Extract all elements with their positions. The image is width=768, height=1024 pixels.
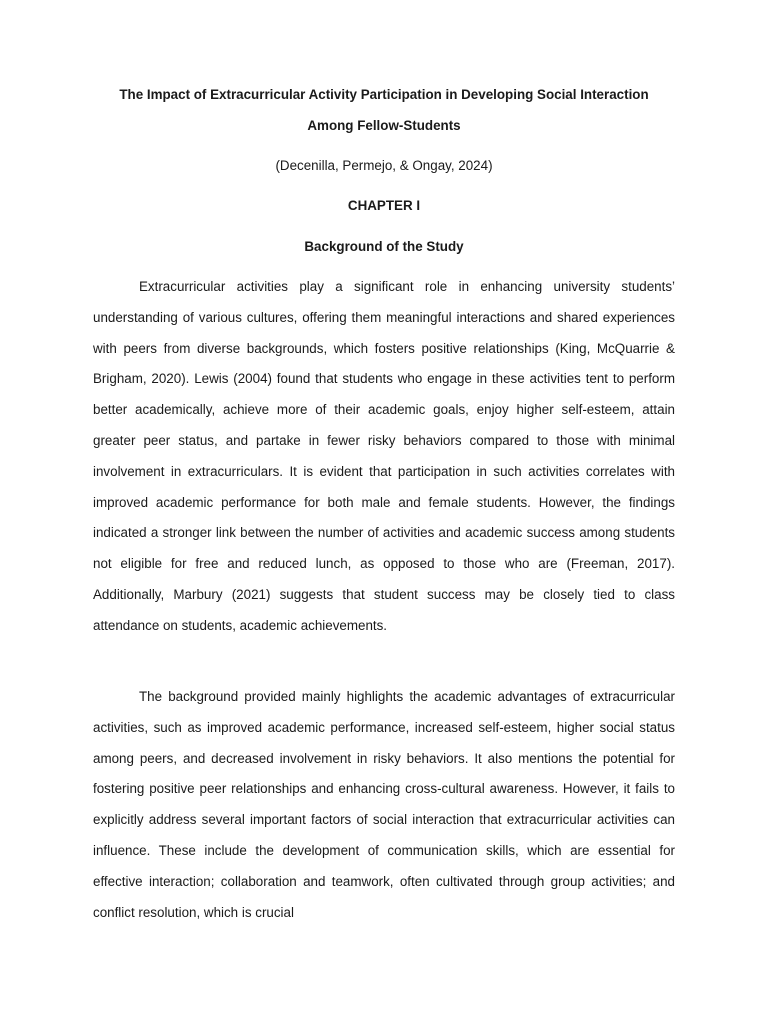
author-citation: (Decenilla, Permejo, & Ongay, 2024) [275, 158, 493, 173]
section-heading: Background of the Study [304, 239, 464, 254]
paragraph-text: The background provided mainly highlights the academic advantages of extracurricular activities, such as improved academic performance, increased self-esteem, higher social status among peers, and decreased involvement in risky behaviors. It also mentions the potential for fostering positive peer relationships and enhancing cross-cultural awareness. However, it fails to explicitly address several important factors of social interaction that extracurricular activities can influence. These include the development of communication skills, which are essential for effective interaction; collaboration and teamwork, often cultivated through group activities; and conflict resolution, which is crucial [93, 689, 675, 920]
paper-title-line-2: Among Fellow-Students [307, 118, 461, 133]
paragraph-text: Extracurricular activities play a significant role in enhancing university students’ understanding of various cultures, offering them meaningful interactions and shared experiences with peers from diverse backgrounds, which fosters positive relationships (King, McQuarrie & Brigham, 2020). Lewis (2004) found that students who engage in these activities tent to perform better academically, achieve more of their academic goals, enjoy higher self-esteem, attain greater peer status, and partake in fewer risky behaviors compared to those with minimal involvement in extracurriculars. It is evident that participation in such activities correlates with improved academic performance for both male and female students. However, the findings indicated a stronger link between the number of activities and academic success among students not eligible for free and reduced lunch, as opposed to those who are (Freeman, 2017). Additionally, Marbury (2021) suggests that student success may be closely tied to class attendance on students, academic achievements. [93, 279, 675, 633]
body-paragraph-2 [93, 682, 675, 942]
chapter-heading: CHAPTER I [347, 198, 421, 213]
body-paragraph-1 [93, 272, 675, 642]
paper-title-line-1: The Impact of Extracurricular Activity Participation in Developing Social Interaction [119, 87, 649, 102]
